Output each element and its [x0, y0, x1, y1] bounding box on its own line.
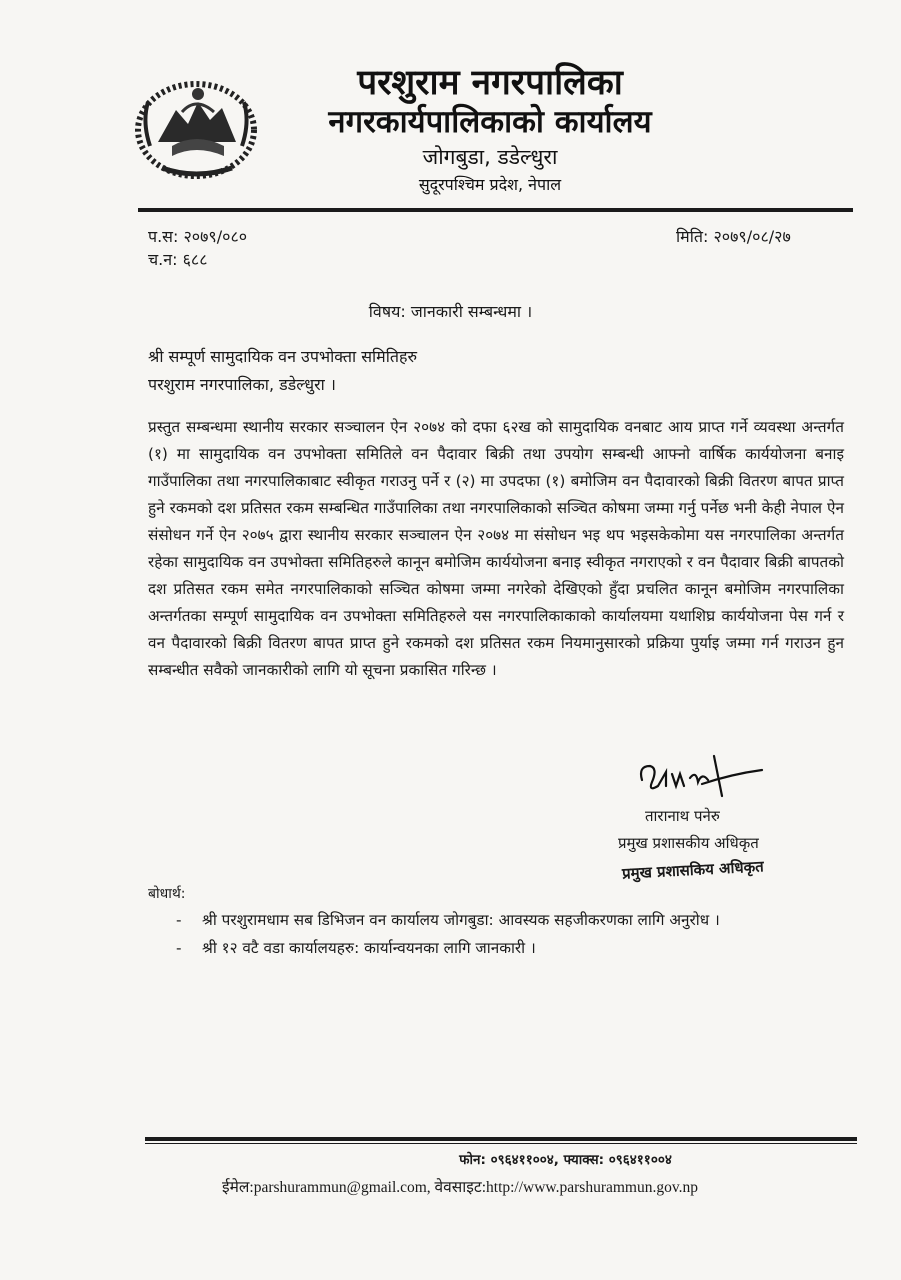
province-country: सुदूरपश्चिम प्रदेश, नेपाल: [418, 175, 562, 194]
nepal-emblem-icon: [128, 72, 264, 184]
subject-line: विषय: जानकारी सम्बन्धमा ।: [368, 302, 533, 321]
official-stamp: प्रमुख प्रशासकिय अधिकृत: [621, 857, 765, 883]
footer-phone-fax: फोन: ०९६४११००४, फ्याक्स: ०९६४११००४: [459, 1152, 672, 1168]
cc-item: [176, 910, 720, 930]
footer-email-website: ईमेल:parshurammun@gmail.com, वेवसाइट:http://www.parshurammun.gov.np: [222, 1179, 698, 1196]
cc-item: [176, 938, 536, 958]
addressee-line-1: श्री सम्पूर्ण सामुदायिक वन उपभोक्ता समितिहरु: [148, 347, 418, 366]
signatory-title: प्रमुख प्रशासकीय अधिकृत: [618, 834, 759, 852]
dispatch-number: च.न: ६८८: [148, 250, 208, 269]
letter-body: प्रस्तुत सम्बन्धमा स्थानीय सरकार सञ्चालन ऐन २०७४ को दफा ६२ख को सामुदायिक वनबाट आय प्राप्त गर्ने व्यवस्था अन्तर्गत (१) मा सामुदायिक वन उपभोक्ता समितिले वन पैदावार बिक्री तथा उपयोग सम्बन्धी आफ्नो वार्षिक कार्ययोजना बनाइ गाउँपालिका तथा नगरपालिकाबाट स्वीकृत गराउनु पर्ने र (२) मा उपदफा (१) बमोजिम वन पैदावारको बिक्री वितरण बापत प्राप्त हुने रकमको दश प्रतिसत रकम सम्बन्धित गाउँपालिका तथा नगरपालिकाको सञ्चित कोषमा जम्मा गर्नु पर्नेछ भनी केही नेपाल ऐन संसोधन गर्ने ऐन २०७५ द्वारा स्थानीय सरकार सञ्चालन ऐन २०७४ मा संसोधन भइ थप भइसकेकोमा यस नगरपालिका अन्तर्गत रहेका सामुदायिक वन उपभोक्ता समितिहरुले कानून बमोजिम कार्ययोजना बनाइ स्वीकृत नगराएको र वन पैदावार बिक्री बापतको दश प्रतिसत रकम समेत नगरपालिकाको सञ्चित कोषमा जम्मा नगरेको देखिएको हुँदा प्रचलित कानून बमोजिम नगरपालिका अन्तर्गतका सम्पूर्ण सामुदायिक वन उपभोक्ता समितिहरुले यस नगरपालिकाकाको कार्यालयमा यथाशिघ्र कार्ययोजना पेस गर्न र वन पैदावारको बिक्री वितरण बापत प्राप्त हुने रकमको दश प्रतिसत रकम नियमानुसारको प्रक्रिया पुर्याइ जम्मा गर्न गराउन हुन सम्बन्धीत सवैको जानकारीको लागि यो सूचना प्रकासित गरिन्छ ।: [148, 418, 844, 679]
municipality-name: परशुराम नगरपालिका: [357, 63, 623, 103]
cc-item-text: श्री १२ वटै वडा कार्यालयहरु: कार्यान्वयनका लागि जानकारी ।: [202, 939, 536, 957]
letter-number: प.स: २०७९/०८०: [148, 227, 248, 246]
header-divider: [138, 208, 853, 212]
signatory-name: तारानाथ पनेरु: [645, 807, 720, 825]
cc-bullet: -: [176, 911, 182, 929]
footer-divider-thin: [145, 1143, 857, 1144]
cc-bullet: -: [176, 939, 182, 957]
addressee-line-2: परशुराम नगरपालिका, डडेल्धुरा ।: [148, 375, 336, 394]
cc-label: बोधार्थ:: [148, 886, 186, 902]
handwritten-signature-icon: [632, 752, 772, 802]
office-name: नगरकार्यपालिकाको कार्यालय: [328, 104, 652, 140]
office-location: जोगबुडा, डडेल्धुरा: [422, 145, 558, 169]
letter-date: मिति: २०७९/०८/२७: [676, 227, 791, 246]
footer-divider: [145, 1137, 857, 1141]
cc-item-text: श्री परशुरामधाम सब डिभिजन वन कार्यालय जोगबुडा: आवस्यक सहजीकरणका लागि अनुरोध ।: [202, 911, 720, 929]
